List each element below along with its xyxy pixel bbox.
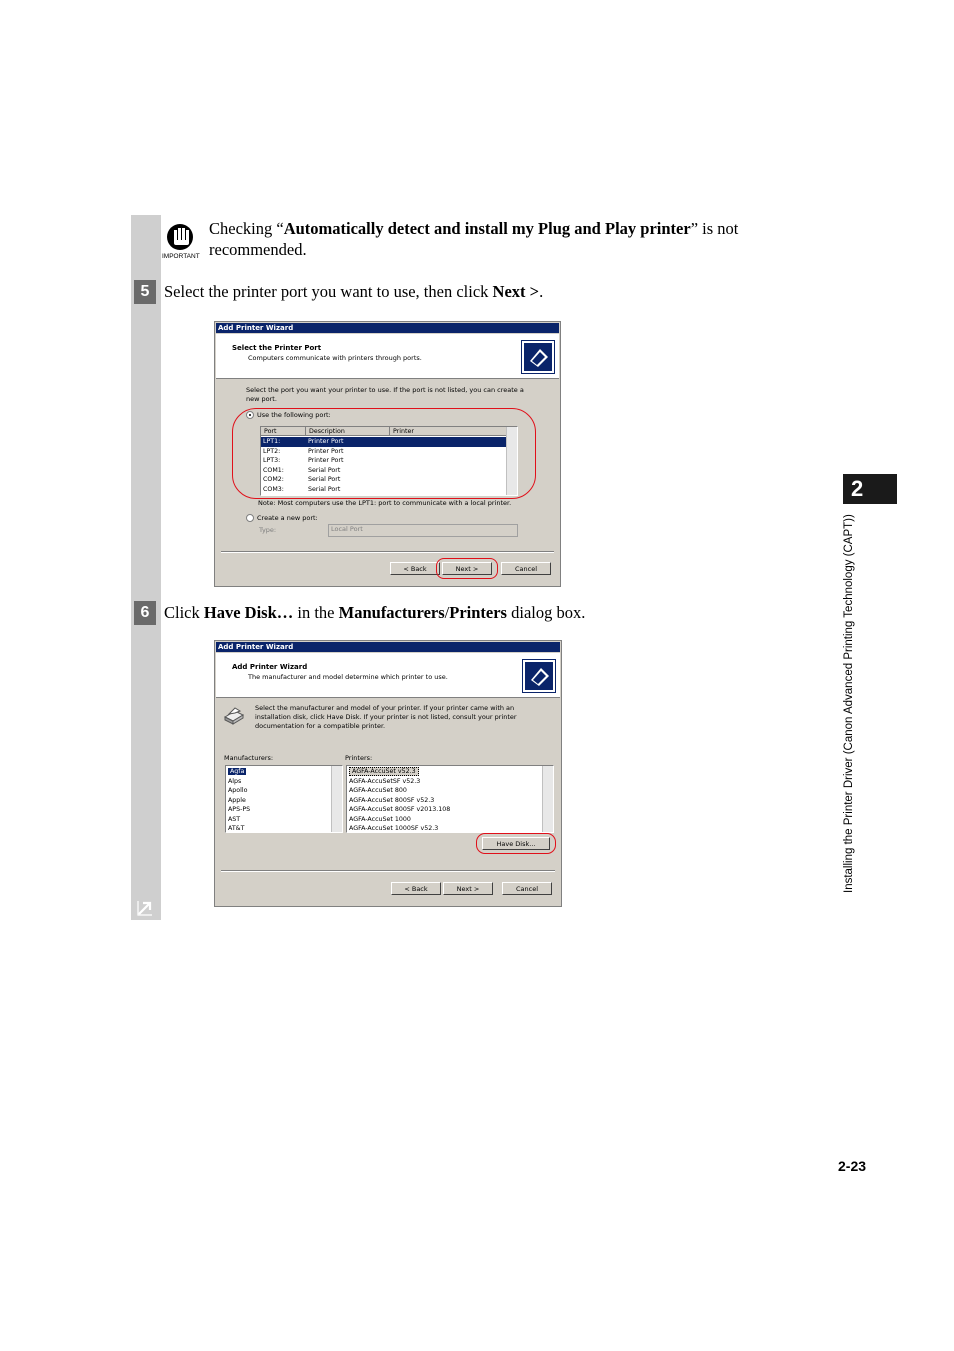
printer-item[interactable]	[347, 786, 541, 796]
page-number: 2-23	[838, 1158, 867, 1174]
step-6-b3: Printers	[449, 603, 507, 622]
select-port-dialog	[214, 321, 561, 587]
chapter-tab: 2	[843, 474, 897, 504]
manufacturers-label: Manufacturers:	[224, 754, 274, 762]
col-port[interactable]: Port	[261, 427, 306, 436]
step-5-text-b: .	[539, 282, 544, 301]
header-subtitle: Computers communicate with printers through ports.	[248, 354, 422, 362]
port-cell: COM1:	[263, 466, 284, 474]
step-6-b2: Manufacturers	[338, 603, 445, 622]
manufacturer-dialog	[214, 640, 562, 907]
step-5-number: 5	[134, 280, 156, 304]
header-subtitle: The manufacturer and model determine which printer to use.	[248, 673, 448, 681]
next-button[interactable]: Next >	[443, 882, 493, 895]
manufacturer-item[interactable]	[226, 777, 330, 787]
description-cell: Serial Port	[308, 476, 341, 483]
button-divider	[221, 551, 554, 553]
printer-wizard-icon	[521, 340, 555, 374]
printer-item-text: AGFA-AccuSet 800	[349, 787, 407, 794]
printer-item-text: AGFA-AccuSet v52.3	[349, 767, 419, 776]
printer-item-text: AGFA-AccuSetSF v52.3	[349, 777, 421, 785]
port-cell: COM2:	[263, 476, 284, 483]
printer-item-text: AGFA-AccuSet 800SF v52.3	[349, 796, 435, 804]
port-cell: COM3:	[263, 485, 284, 493]
printer-rows	[347, 767, 541, 833]
have-disk-button[interactable]: Have Disk...	[482, 837, 550, 850]
port-note: Note: Most computers use the LPT1: port to communicate with a local printer.	[258, 499, 512, 507]
note-text: Checking “	[209, 219, 284, 238]
printer-item[interactable]	[347, 805, 541, 815]
step-6-number: 6	[134, 601, 156, 625]
printer-item-text: AGFA-AccuSet 1000	[349, 815, 411, 823]
dialog-header	[216, 334, 559, 379]
col-description[interactable]: Description	[306, 427, 390, 436]
printer-item[interactable]	[347, 777, 541, 787]
note-text-end: ” is not	[690, 219, 739, 238]
instruction-text: Select the manufacturer and model of your printer. If your printer came with an installation disk, click Have Disk. If your printer is not listed, consult your printer documentation for a compatible printer.	[255, 704, 517, 730]
next-highlight-oval	[436, 558, 498, 579]
printer-wizard-icon	[522, 659, 556, 693]
port-cell: LPT2:	[263, 447, 281, 455]
note-bold: Automatically detect and install my Plug and Play printer	[283, 219, 691, 238]
cancel-button[interactable]: Cancel	[502, 882, 552, 895]
description-cell: Serial Port	[308, 466, 341, 474]
step-5-text-a: Select the printer port you want to use, then click	[164, 282, 493, 301]
step-sidebar	[131, 215, 161, 920]
printer-item[interactable]	[347, 824, 541, 833]
port-cell: LPT3:	[263, 457, 281, 464]
manufacturer-item[interactable]	[226, 805, 330, 815]
back-button[interactable]: < Back	[391, 882, 441, 895]
manufacturer-item[interactable]	[226, 786, 330, 796]
step-5-text	[164, 281, 543, 302]
header-title: Add Printer Wizard	[232, 663, 308, 671]
description-cell: Serial Port	[308, 485, 341, 493]
port-type-select[interactable]: Local Port	[328, 524, 518, 537]
button-divider	[221, 870, 555, 872]
printer-item-text: AGFA-AccuSet 800SF v2013.108	[349, 806, 451, 813]
description-cell: Printer Port	[308, 457, 344, 464]
description-cell: Printer Port	[308, 438, 344, 445]
create-port-radio[interactable]	[246, 514, 318, 523]
type-label: Type:	[259, 526, 277, 534]
important-note	[209, 218, 809, 260]
printer-item[interactable]	[347, 796, 541, 806]
manufacturer-item-text: Apollo	[228, 787, 248, 794]
step-5-next-bold: Next >	[492, 282, 540, 301]
manufacturer-item-text: Apple	[228, 796, 246, 804]
printers-label: Printers:	[345, 754, 373, 762]
step-6-text	[164, 602, 585, 623]
highlight-oval	[232, 408, 536, 499]
manufacturer-item-text: APS-PS	[228, 806, 251, 813]
printers-list[interactable]	[346, 765, 554, 833]
manufacturer-item-text: Agfa	[230, 768, 245, 775]
manufacturer-item-text: AT&T	[228, 825, 245, 832]
step-6-b1: Have Disk…	[203, 603, 294, 622]
manufacturer-item[interactable]	[226, 767, 330, 777]
back-button[interactable]: < Back	[390, 562, 440, 575]
cancel-button[interactable]: Cancel	[501, 562, 551, 575]
dialog-header	[216, 653, 560, 698]
col-printer[interactable]: Printer	[390, 427, 507, 436]
important-hand-icon	[162, 222, 205, 264]
create-port-label: Create a new port:	[257, 514, 318, 522]
manufacturer-rows	[226, 767, 330, 833]
printers-scrollbar[interactable]	[542, 766, 553, 832]
manufacturers-scrollbar[interactable]	[331, 766, 342, 832]
manufacturer-item[interactable]	[226, 796, 330, 806]
manufacturers-list[interactable]	[225, 765, 343, 833]
dialog-title: Add Printer Wizard	[216, 323, 559, 333]
step-6-t3: /	[444, 603, 450, 622]
dialog-title: Add Printer Wizard	[216, 642, 560, 652]
note-line2: recommended.	[209, 240, 307, 259]
manufacturer-item-text: AST	[228, 815, 241, 823]
continue-arrow-icon	[135, 898, 155, 918]
step-6-t1: Click	[164, 603, 204, 622]
printer-item[interactable]	[347, 815, 541, 825]
instruction-text: Select the port you want your printer to use. If the port is not listed, you can create a new port.	[246, 386, 524, 403]
radio-empty-icon	[246, 514, 254, 522]
printer-icon	[223, 705, 245, 725]
description-cell: Printer Port	[308, 447, 344, 455]
printer-item[interactable]	[347, 767, 541, 777]
header-title: Select the Printer Port	[232, 344, 322, 352]
have-disk-highlight-oval	[476, 833, 556, 854]
port-cell: LPT1:	[263, 438, 281, 445]
running-title: Installing the Printer Driver (Canon Advanced Printing Technology (CAPT))	[843, 514, 855, 893]
step-6-t2: in the	[293, 603, 339, 622]
step-6-t4: dialog box.	[506, 603, 586, 622]
printer-item-text: AGFA-AccuSet 1000SF v52.3	[349, 825, 439, 832]
manufacturer-item-text: Alps	[228, 777, 242, 785]
manufacturer-item[interactable]	[226, 824, 330, 833]
next-button[interactable]: Next >	[442, 562, 492, 575]
manufacturer-item[interactable]	[226, 815, 330, 825]
use-port-label: Use the following port:	[257, 411, 331, 419]
important-label: IMPORTANT	[162, 253, 200, 260]
